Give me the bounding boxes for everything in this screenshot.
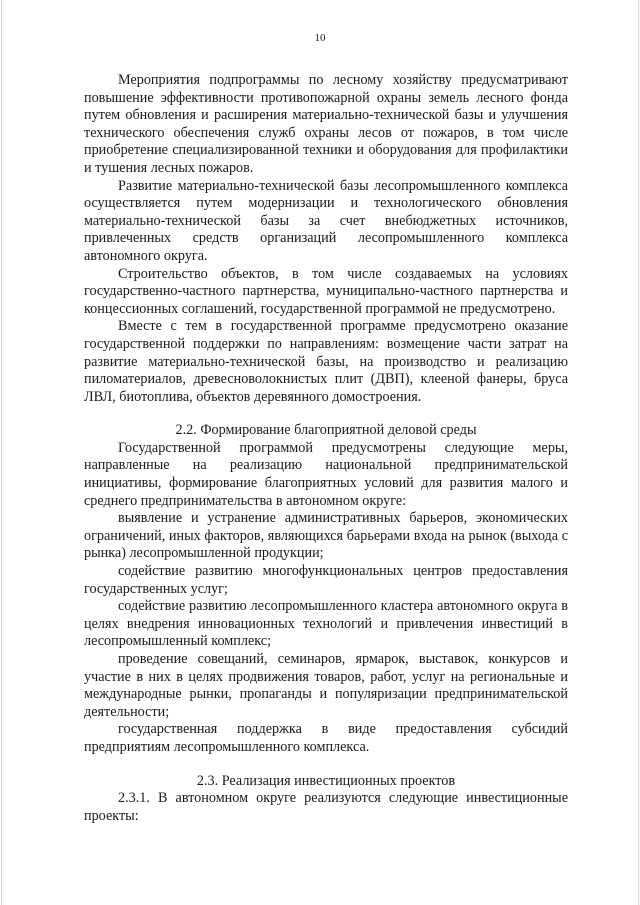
- document-body: [84, 72, 568, 825]
- paragraph-material-base: Развитие материально-технической базы лесопромышленного комплекса осуществляется путем модернизации и технологического обновления материально-технической базы за счет внебюджетных источников, привлеченных средств организаций лесопромышленного комплекса автономного округа.: [84, 177, 568, 264]
- paragraph-state-support: Вместе с тем в государственной программе предусмотрено оказание государственной поддержки по направлениям: возмещение части затрат на развитие материально-технической базы, на производство и реализацию пиломатериалов, древесноволокнистых плит (ДВП), клееной фанеры, бруса ЛВЛ, биотоплива, объектов деревянного домостроения.: [84, 318, 568, 405]
- list-item-cluster: содействие развитию лесопромышленного кластера автономного округа в целях внедрения инновационных технологий и привлечения инвестиций в лесопромышленный комплекс;: [84, 598, 568, 650]
- paragraph-investment-projects: 2.3.1. В автономном округе реализуются следующие инвестиционные проекты:: [84, 790, 568, 824]
- section-heading-2-3: 2.3. Реализация инвестиционных проектов: [196, 772, 456, 789]
- list-item-service-centers: содействие развитию многофункциональных центров предоставления государственных услуг;: [84, 563, 568, 597]
- paragraph-fire-protection: Мероприятия подпрограммы по лесному хозяйству предусматривают повышение эффективности противопожарной охраны земель лесного фонда путем обновления и расширения материально-технической базы и улучшения технического обеспечения служб охраны лесов от пожаров, в том числе приобретение специализированной техники и оборудования для профилактики и тушения лесных пожаров.: [84, 72, 568, 176]
- paragraph-measures-intro: Государственной программой предусмотрены следующие меры, направленные на реализацию национальной предпринимательской инициативы, формирование благоприятных условий для развития малого и среднего предпринимательства в автономном округе:: [84, 439, 568, 509]
- paragraph-construction: Строительство объектов, в том числе создаваемых на условиях государственно-частного партнерства, муниципально-частного партнерства и концессионных соглашений, государственной программой не предусмотрено.: [84, 265, 568, 317]
- list-item-subsidies: государственная поддержка в виде предоставления субсидий предприятиям лесопромышленного комплекса.: [84, 721, 568, 755]
- scan-edge-right: [638, 0, 639, 905]
- page-number: 10: [314, 32, 326, 44]
- section-heading-2-2: 2.2. Формирование благоприятной деловой среды: [175, 422, 477, 439]
- list-item-events: проведение совещаний, семинаров, ярмарок, выставок, конкурсов и участие в них в целях продвижения товаров, работ, услуг на региональные и международные рынки, пропаганды и популяризации предпринимательской деятельности;: [84, 651, 568, 720]
- list-item-barriers: выявление и устранение административных барьеров, экономических ограничений, иных факторов, являющихся барьерами входа на рынок (выхода с рынка) лесопромышленной продукции;: [84, 510, 568, 562]
- scan-edge-left: [1, 0, 2, 905]
